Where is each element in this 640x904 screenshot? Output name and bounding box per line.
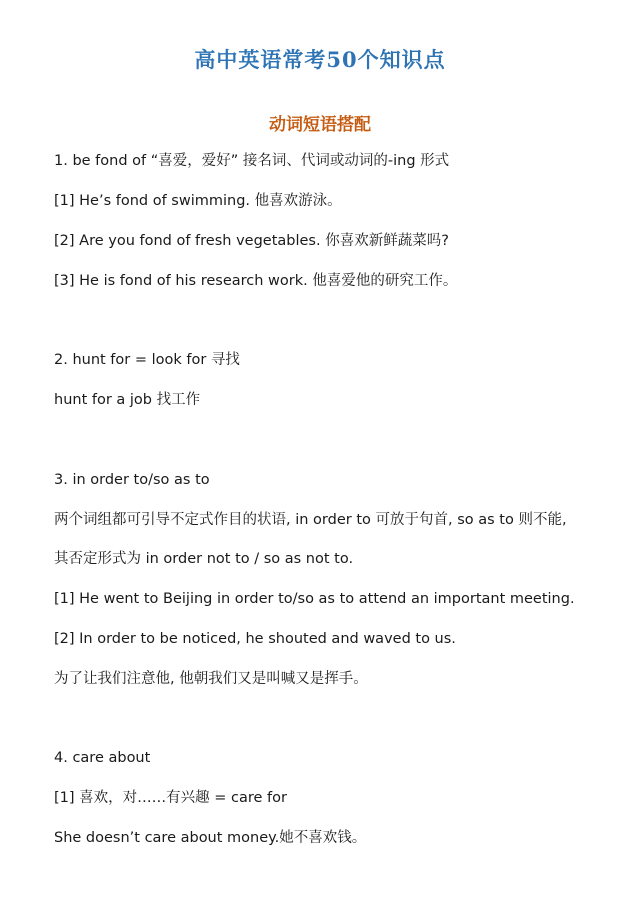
item-2-heading: 2. hunt for = look for 寻找 [54,352,240,368]
item-1-example-1: [1] He’s fond of swimming. 他喜欢游泳。 [54,193,342,209]
page-title: 高中英语常考50个知识点 [194,47,446,72]
item-4-meaning-1: [1] 喜欢，对……有兴趣 = care for [54,790,287,806]
item-3-translation: 为了让我们注意他, 他朝我们又是叫喊又是挥手。 [54,671,368,687]
item-3-explanation-1: 两个词组都可引导不定式作目的状语, in order to 可放于句首, so as to 则不能, [54,512,567,528]
item-1-example-2: [2] Are you fond of fresh vegetables. 你喜欢新鲜蔬菜吗? [54,233,449,249]
item-4-example: She doesn’t care about money.她不喜欢钱。 [54,830,367,846]
item-1-heading: 1. be fond of “喜爱，爱好” 接名词、代词或动词的-ing 形式 [54,153,450,169]
item-3-heading: 3. in order to/so as to [54,472,210,488]
item-1-example-3: [3] He is fond of his research work. 他喜爱他的研究工作。 [54,273,458,289]
item-3-example-2: [2] In order to be noticed, he shouted and waved to us. [54,631,456,647]
item-2-example: hunt for a job 找工作 [54,392,201,408]
item-3-explanation-2: 其否定形式为 in order not to / so as not to. [54,551,354,567]
item-4-heading: 4. care about [54,750,151,766]
section-heading: 动词短语搭配 [269,115,371,135]
item-3-example-1: [1] He went to Beijing in order to/so as to attend an important meeting. [54,591,575,607]
